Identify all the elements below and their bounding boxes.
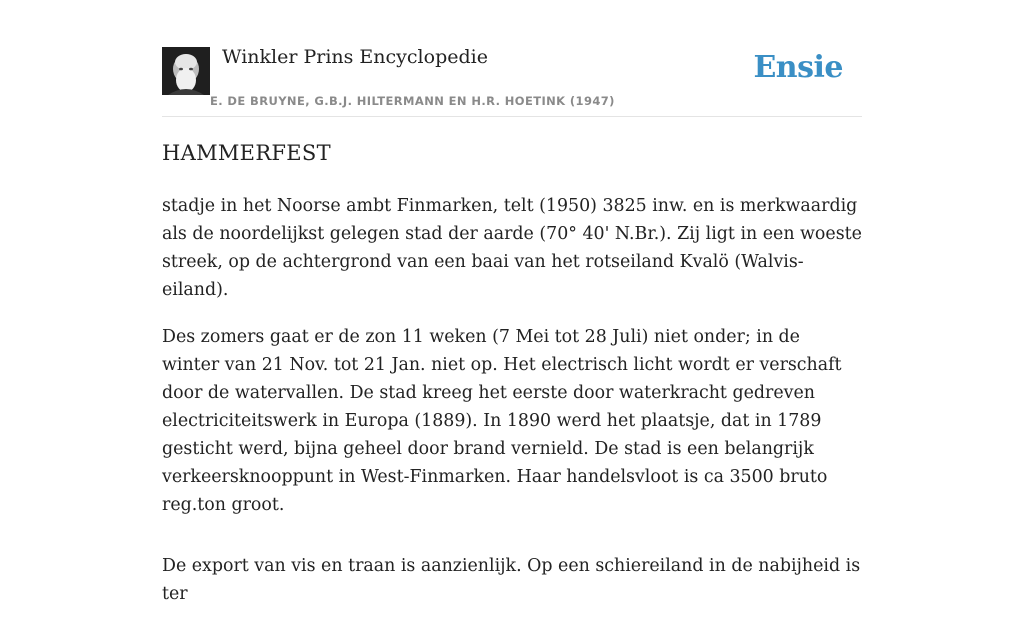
article-paragraph: stadje in het Noorse ambt Finmarken, telt (1950) 3825 inw. en is merkwaardig als de noordelijkst gelegen stad der aarde (70° 40' N.Br.). Zij ligt in een woeste streek, op de achtergrond van een baai van het rotseiland Kvalö (Walvis-eiland). <box>162 196 862 300</box>
publication-name[interactable]: Winkler Prins Encyclopedie <box>222 46 488 68</box>
article-paragraph: Des zomers gaat er de zon 11 weken (7 Mei tot 28 Juli) niet onder; in de winter van 21 Nov. tot 21 Jan. niet op. Het electrisch licht wordt er verschaft door de watervallen. De stad kreeg het eerste door waterkracht gedreven electriciteitswerk in Europa (1889). In 1890 werd het plaatsje, dat in 1789 gesticht werd, bijna geheel door brand vernield. De stad is een belangrijk verkeersknooppunt in West-Finmarken. Haar handelsvloot is ca 3500 bruto reg.ton groot. <box>162 327 842 515</box>
portrait-photo-icon <box>162 47 210 95</box>
site-header <box>162 44 862 117</box>
ensie-logo-link[interactable]: Ensie <box>753 50 843 85</box>
article-title: HAMMERFEST <box>162 141 331 165</box>
publication-authors: E. DE BRUYNE, G.B.J. HILTERMANN EN H.R. HOETINK (1947) <box>210 94 615 108</box>
article-body <box>162 192 862 627</box>
article-paragraph: De export van vis en traan is aanzienlijk. Op een schiereiland in de nabijheid is ter <box>162 556 861 604</box>
author-avatar <box>162 47 210 95</box>
